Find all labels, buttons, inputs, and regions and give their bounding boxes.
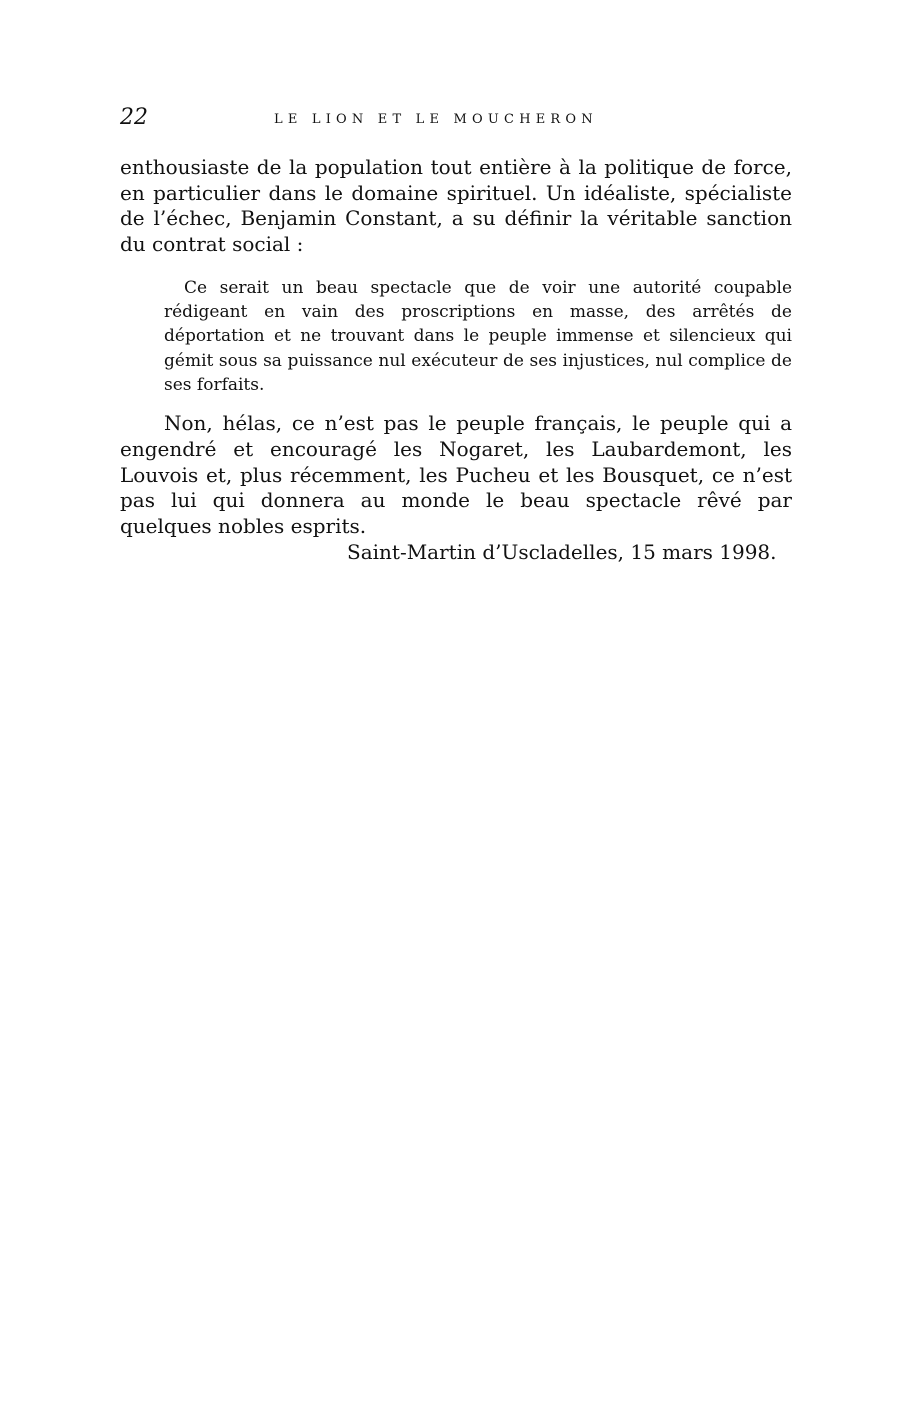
block-quote: Ce serait un beau spectacle que de voir une autorité coupable rédigeant en vain des proscriptions en masse, des arrêtés de déportation et ne trouvant dans le peuple immense et silencieux qui gémit sous sa puissance nul exécuteur de ses injustices, nul complice de ses forfaits. [164,277,792,395]
page-header [120,104,792,136]
page-number: 22 [120,105,148,130]
place-date-signature: Saint-Martin d’Uscladelles, 15 mars 1998. [347,539,777,564]
running-title: LE LION ET LE MOUCHERON [274,112,598,127]
body-text [120,155,792,566]
paragraph-continuation: enthousiaste de la population tout entière à la politique de force, en particulier dans le domaine spirituel. Un idéaliste, spécialiste de l’échec, Benjamin Constant, a su définir la véritable sanction du contrat social : [120,155,792,257]
paragraph-conclusion: Non, hélas, ce n’est pas le peuple français, le peuple qui a engendré et encouragé les Nogaret, les Laubardemont, les Louvois et, plus récemment, les Pucheu et les Bousquet, ce n’est pas lui qui donnera au monde le beau spectacle rêvé par quelques nobles esprits. [120,411,792,539]
